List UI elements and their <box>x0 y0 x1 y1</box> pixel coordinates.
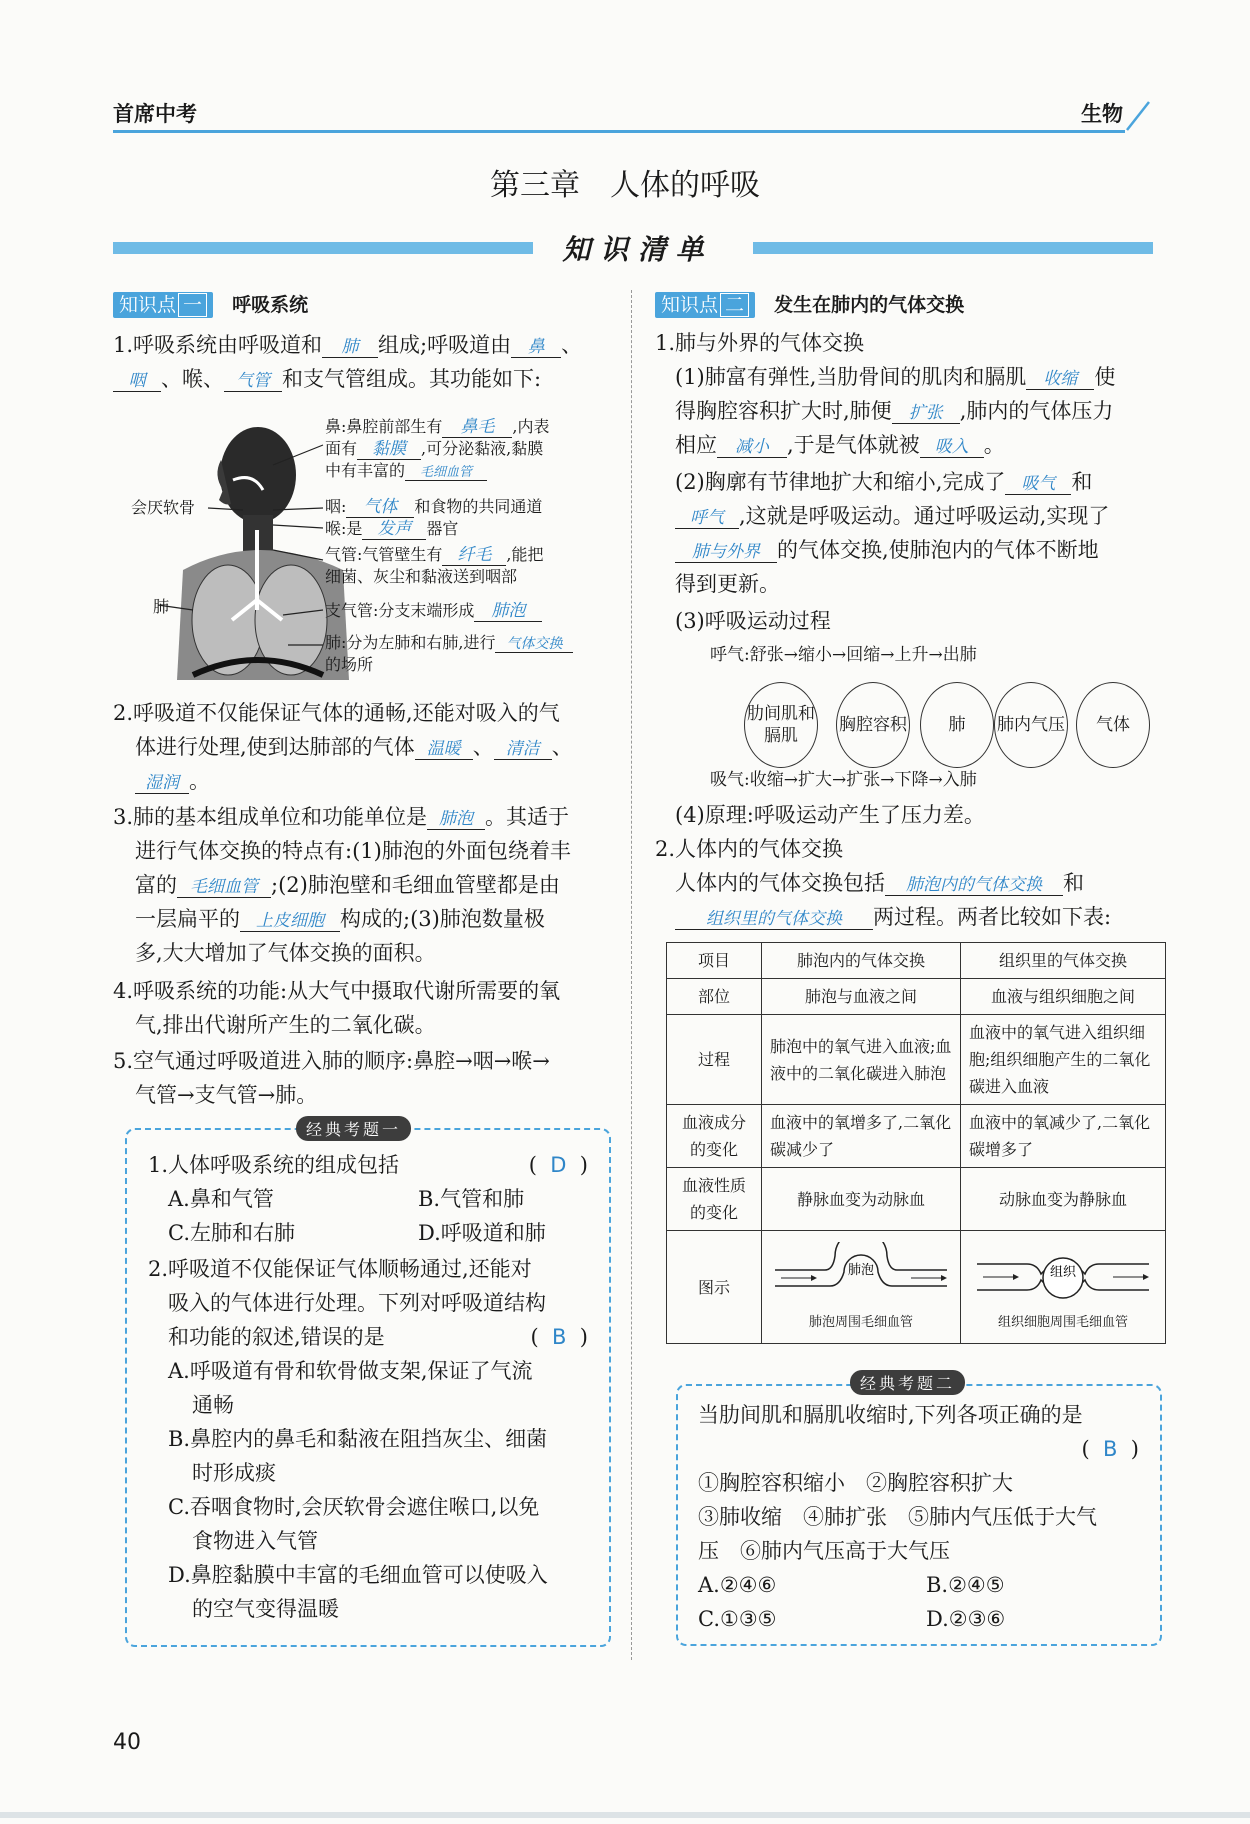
inhale-row: 吸气:收缩→扩大→扩张→下降→入肺 <box>710 770 977 790</box>
right-r3: (3)呼吸运动过程 <box>675 609 831 633</box>
table-row: 血液成分的变化 血液中的氧增多了,二氧化碳减少了 血液中的氧减少了,二氧化碳增多了 <box>667 1105 1166 1168</box>
header-subject: 生物 <box>1081 102 1123 126</box>
larynx-label: 喉:是 发声 器官 <box>325 519 459 539</box>
right-h2: 2.人体内的气体交换 <box>655 837 844 861</box>
left-p5: 5.空气通过呼吸道进入肺的顺序:鼻腔→咽→喉→ 气管→支气管→肺。 <box>113 1049 550 1107</box>
right-r2: (2)胸廓有节律地扩大和缩小,完成了 吸气 和 呼气 ,这就是呼吸运动。通过呼吸运动,实现了 肺与外界 的气体交换,使肺泡内的气体不断地 得到更新。 <box>675 470 1110 596</box>
exam-badge-1: 经典考题一 <box>296 1116 411 1141</box>
alveolus-capillary-diagram <box>771 1242 951 1314</box>
page-number: 40 <box>113 1730 141 1755</box>
left-p4: 4.呼吸系统的功能:从大气中摄取代谢所需要的氧 气,排出代谢所产生的二氧化碳。 <box>113 979 561 1037</box>
epiglottis-label: 会厌软骨 <box>131 498 196 517</box>
exam1-q2: 2.呼吸道不仅能保证气体顺畅通过,还能对 吸入的气体进行处理。下列对呼吸道结构 和功能的叙述,错误的是 ( B ) A.呼吸道有骨和软骨做支架,保证了气流 通畅 B.鼻腔内的鼻毛和黏液在阻挡灰尘、细菌 时形成痰 C.吞咽食物时,会厌软骨会遮住喉口,以免 食物进入气管 D.鼻腔黏膜中丰富的毛细血管可以使吸入 的空气变得温暖 <box>148 1257 588 1621</box>
right-r5: 人体内的气体交换包括 肺泡内的气体交换 和 组织里的气体交换 两过程。两者比较如下表: <box>675 871 1112 929</box>
nose-label: 鼻:鼻腔前部生有 鼻毛 ,内表 面有 黏膜 ,可分泌黏液,黏膜 中有丰富的 毛细血管 <box>325 417 550 480</box>
exam1-q1: 1.人体呼吸系统的组成包括 ( D ) A.鼻和气管 B.气管和肺 C.左肺和右肺 D.呼吸道和肺 <box>148 1153 588 1245</box>
header-book-title: 首席中考 <box>113 102 197 126</box>
header-slash-icon <box>1123 98 1153 132</box>
tissue-caption: 组织细胞周围毛细血管 <box>998 1315 1129 1330</box>
lung-side-label: 肺 <box>153 597 170 616</box>
pharynx-label: 咽: 气体 和食物的共同通道 <box>325 497 543 517</box>
knowledge-tag-1: 知识点 一 <box>113 292 213 318</box>
breathing-flow <box>710 640 1150 800</box>
table-row: 血液性质的变化 静脉血变为动脉血 动脉血变为静脉血 <box>667 1168 1166 1231</box>
exam2-question: 当肋间肌和膈肌收缩时,下列各项正确的是 ( B ) ①胸腔容积缩小 ②胸腔容积扩大 ③肺收缩 ④肺扩张 ⑤肺内气压低于大气 压 ⑥肺内气压高于大气压 A.②④⑥ B.②④⑤ C.①③⑤ D.②③⑥ <box>698 1403 1139 1631</box>
left-p3: 3.肺的基本组成单位和功能单位是 肺泡 。其适于 进行气体交换的特点有:(1)肺泡的外面包绕着丰 富的 毛细血管 ;(2)肺泡壁和毛细血管壁都是由 一层扁平的 上皮细胞 构成的;(3)肺泡数量极 多,大大增加了气体交换的面积。 <box>113 805 571 965</box>
bottom-rule <box>0 1812 1250 1818</box>
alveolus-caption: 肺泡周围毛细血管 <box>809 1315 914 1330</box>
table-header-row: 项目 肺泡内的气体交换 组织里的气体交换 <box>667 943 1166 979</box>
pointer-lines <box>113 410 333 680</box>
section-title: 知 识 清 单 <box>562 233 704 266</box>
left-p1: 1.呼吸系统由呼吸道和 肺 组成;呼吸道由 鼻 、 咽 、喉、 气管 和支气管组成。其功能如下: <box>113 333 583 391</box>
table-row: 部位 肺泡与血液之间 血液与组织细胞之间 <box>667 979 1166 1015</box>
node-lung: 肺 <box>920 682 994 768</box>
header-rule <box>113 130 1125 133</box>
right-r4: (4)原理:呼吸运动产生了压力差。 <box>675 803 985 827</box>
table-row: 过程 肺泡中的氧气进入血液;血液中的二氧化碳进入肺泡 血液中的氧气进入组织细胞;组织细胞产生的二氧化碳进入血液 <box>667 1015 1166 1105</box>
node-gas: 气体 <box>1076 682 1150 768</box>
exam-badge-2: 经典考题二 <box>850 1370 965 1395</box>
left-p2: 2.呼吸道不仅能保证气体的通畅,还能对吸入的气 体进行处理,使到达肺部的气体 温暖 、 清洁 、 湿润 。 <box>113 701 573 793</box>
left-topic-heading <box>113 290 308 317</box>
right-r1: (1)肺富有弹性,当肋骨间的肌肉和膈肌 收缩 使 得胸腔容积扩大时,肺便 扩张 ,肺内的气体压力 相应 减小 ,于是气体就被 吸入 。 <box>675 365 1116 457</box>
knowledge-tag-2: 知识点 二 <box>655 292 755 318</box>
comparison-table <box>666 942 1166 1344</box>
right-topic-heading <box>655 290 964 317</box>
table-figure-row: 图示 肺泡 肺泡周围毛细血管 组织 组织细胞周围毛细血管 <box>667 1231 1166 1344</box>
right-h1: 1.肺与外界的气体交换 <box>655 331 865 355</box>
section-banner <box>113 228 1153 270</box>
trachea-label: 气管:气管壁生有 纤毛 ,能把 细菌、灰尘和黏液送到咽部 <box>325 545 544 586</box>
tissue-inner-label: 组织 <box>1050 1265 1077 1280</box>
topic-title-2: 发生在肺内的气体交换 <box>774 294 965 316</box>
page-header <box>113 98 1153 132</box>
respiratory-diagram <box>113 410 633 680</box>
lung-label: 肺:分为左肺和右肺,进行 气体交换 的场所 <box>325 632 630 676</box>
exhale-row: 呼气:舒张→缩小→回缩→上升→出肺 <box>710 645 977 665</box>
node-chest-volume: 胸腔容积 <box>836 682 910 768</box>
tissue-capillary-diagram <box>973 1242 1153 1314</box>
alveolus-inner-label: 肺泡 <box>848 1263 875 1278</box>
bronchi-label: 支气管:分支末端形成 肺泡 <box>325 600 542 622</box>
node-lung-pressure: 肺内气压 <box>994 682 1068 768</box>
node-intercostal: 肋间肌和膈肌 <box>744 682 818 768</box>
topic-title-1: 呼吸系统 <box>232 294 309 316</box>
chapter-title: 第三章 人体的呼吸 <box>490 168 760 203</box>
